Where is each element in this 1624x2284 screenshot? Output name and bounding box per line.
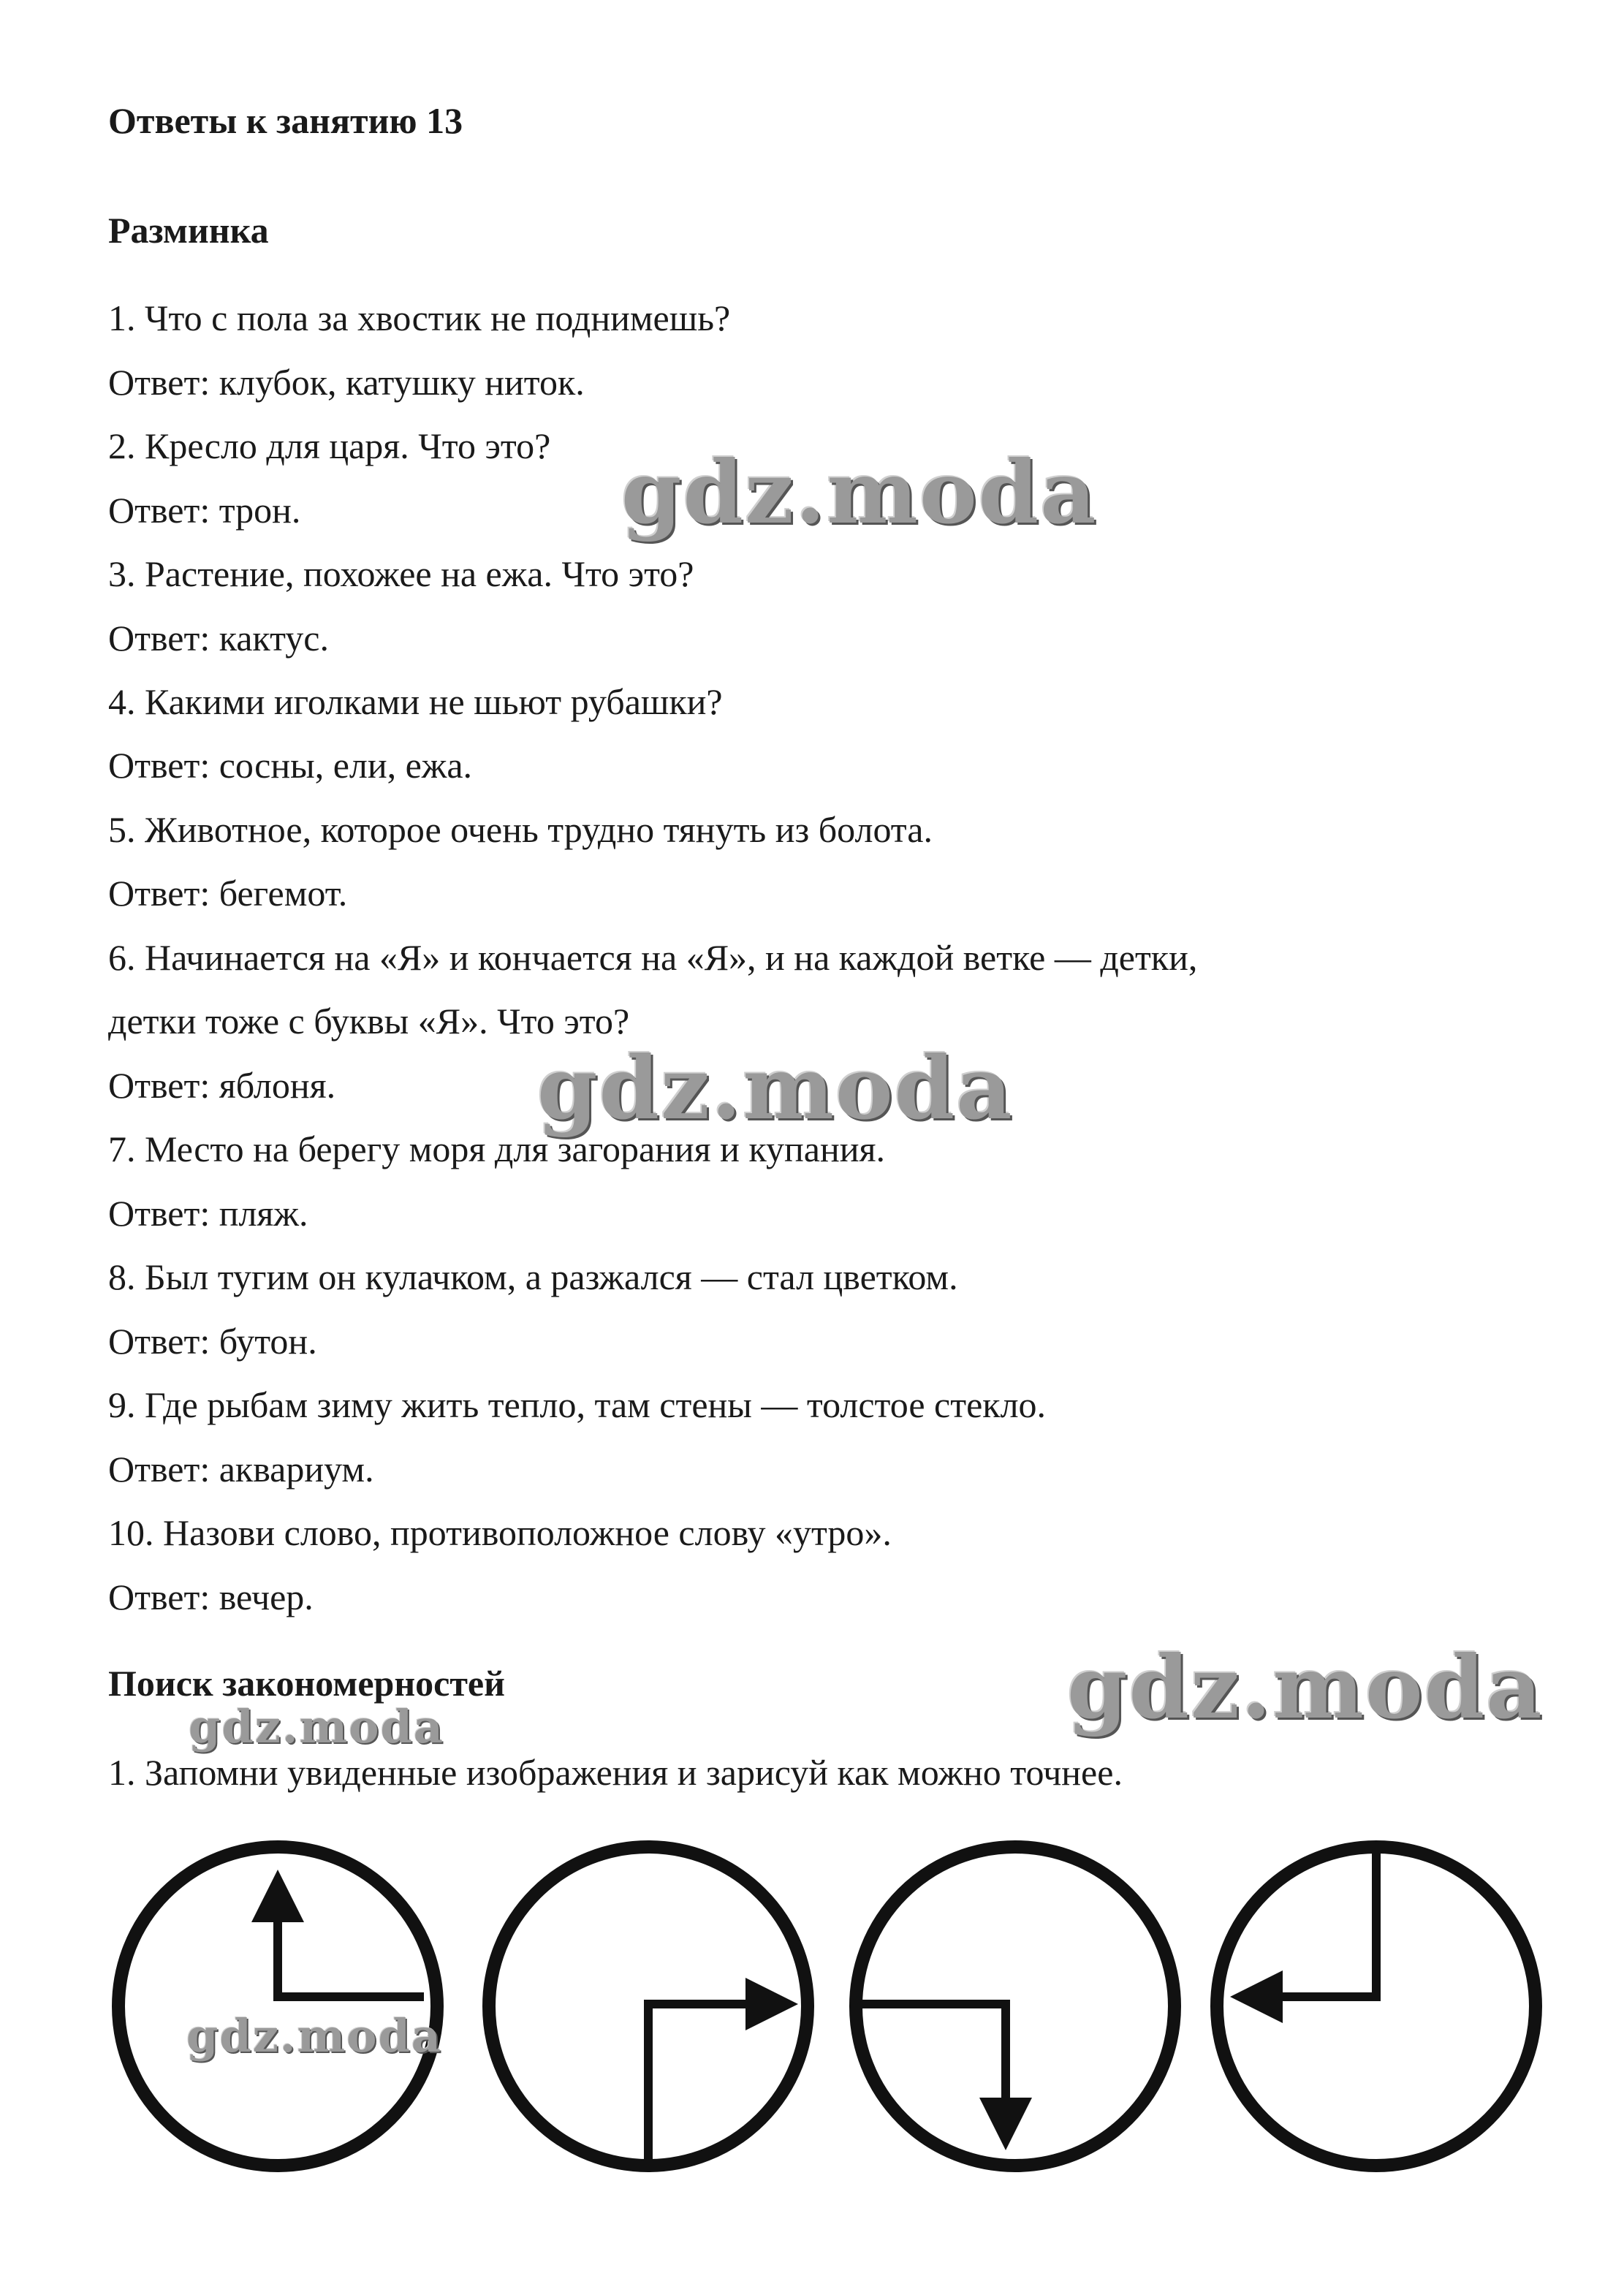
answer-line: Ответ: клубок, катушку ниток. [108,362,585,403]
answer-line: Ответ: пляж. [108,1193,308,1234]
watermark-logo: gdz.moda [189,1700,444,1753]
question-line: 7. Место на берегу моря для загорания и купания. [108,1128,885,1169]
watermark-logo: gdz.moda [1067,1636,1544,1738]
answer-line: Ответ: яблоня. [108,1065,336,1106]
watermark-logo: gdz.moda [186,2009,442,2063]
figure-1 [118,1847,437,2166]
answer-line: Ответ: бутон. [108,1321,317,1362]
figures-row [102,1835,1549,2178]
question-line: 9. Где рыбам зиму жить тепло, там стены — толстое стекло. [108,1384,1047,1425]
answer-line: Ответ: бегемот. [108,873,348,914]
question-line: 1. Что с пола за хвостик не поднимешь? [108,297,731,338]
section-title-patterns: Поиск закономерностей [108,1663,505,1704]
figure-4 [1217,1847,1536,2166]
task-text: 1. Запомни увиденные изображения и зарисуй как можно точнее. [108,1752,1123,1793]
question-line-continued: детки тоже с буквы «Я». Что это? [108,1001,630,1042]
question-line: 3. Растение, похожее на ежа. Что это? [108,553,694,594]
question-line: 8. Был тугим он кулачком, а разжался — стал цветком. [108,1256,958,1297]
question-line: 2. Кресло для царя. Что это? [108,425,551,466]
question-line: 4. Какими иголками не шьют рубашки? [108,681,723,722]
answer-line: Ответ: вечер. [108,1577,314,1617]
question-line: 5. Животное, которое очень трудно тянуть из болота. [108,809,933,850]
figure-3 [856,1847,1175,2166]
answer-line: Ответ: трон. [108,490,301,531]
answer-line: Ответ: сосны, ели, ежа. [108,745,473,786]
figure-2 [489,1847,808,2166]
watermark-logo: gdz.moda [621,441,1098,543]
watermark-logo: gdz.moda [537,1037,1014,1139]
answer-line: Ответ: аквариум. [108,1449,374,1490]
question-line: 10. Назови слово, противоположное слову «утро». [108,1512,892,1553]
section-title-warmup: Разминка [108,210,269,251]
page-title: Ответы к занятию 13 [108,100,463,141]
answer-line: Ответ: кактус. [108,618,329,659]
question-line: 6. Начинается на «Я» и кончается на «Я», и на каждой ветке — детки, [108,937,1198,978]
